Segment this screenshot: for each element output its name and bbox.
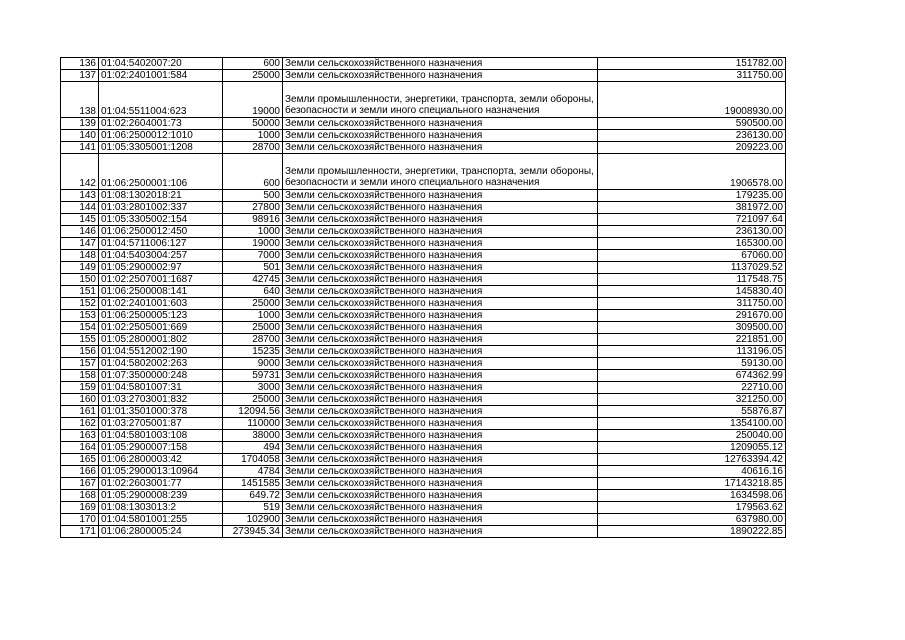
table-row [61,394,786,406]
land-category-cell: Земли сельскохозяйственного назначения [283,454,598,466]
area-cell: 38000 [223,430,283,442]
row-number-cell: 152 [61,298,99,310]
cadastral-value-cell: 117548.75 [598,274,786,286]
row-number-cell: 162 [61,418,99,430]
area-cell: 1000 [223,310,283,322]
area-cell: 1451585 [223,478,283,490]
area-cell: 98916 [223,214,283,226]
cadastral-number-cell: 01:04:5403004:257 [99,250,223,262]
cadastral-number-cell: 01:02:2401001:603 [99,298,223,310]
cadastral-value-cell: 179235.00 [598,190,786,202]
table-body [61,58,786,538]
land-category-cell: Земли сельскохозяйственного назначения [283,202,598,214]
land-category-cell: Земли сельскохозяйственного назначения [283,190,598,202]
land-category-cell: Земли сельскохозяйственного назначения [283,478,598,490]
area-cell: 501 [223,262,283,274]
land-category-cell: Земли сельскохозяйственного назначения [283,346,598,358]
cadastral-value-cell: 311750.00 [598,70,786,82]
cadastral-number-cell: 01:05:2900002:97 [99,262,223,274]
row-number-cell: 165 [61,454,99,466]
table-row [61,190,786,202]
cadastral-value-cell: 721097.64 [598,214,786,226]
cadastral-number-cell: 01:04:5801003:108 [99,430,223,442]
table-row [61,358,786,370]
land-category-cell: Земли сельскохозяйственного назначения [283,130,598,142]
row-number-cell: 138 [61,82,99,118]
cadastral-number-cell: 01:05:2800001:802 [99,334,223,346]
table-row [61,418,786,430]
row-number-cell: 164 [61,442,99,454]
land-category-cell: Земли сельскохозяйственного назначения [283,442,598,454]
table-row [61,322,786,334]
cadastral-value-cell: 1354100.00 [598,418,786,430]
area-cell: 494 [223,442,283,454]
cadastral-value-cell: 590500.00 [598,118,786,130]
cadastral-number-cell: 01:08:1303013:2 [99,502,223,514]
area-cell: 500 [223,190,283,202]
cadastral-number-cell: 01:04:5402007:20 [99,58,223,70]
row-number-cell: 163 [61,430,99,442]
area-cell: 12094.56 [223,406,283,418]
land-category-cell: Земли сельскохозяйственного назначения [283,298,598,310]
land-category-cell: Земли сельскохозяйственного назначения [283,226,598,238]
land-category-cell: Земли сельскохозяйственного назначения [283,394,598,406]
table-row [61,454,786,466]
area-cell: 27800 [223,202,283,214]
cadastral-value-cell: 179563.62 [598,502,786,514]
table-row [61,286,786,298]
cadastral-value-cell: 1634598.06 [598,490,786,502]
table-row [61,130,786,142]
row-number-cell: 136 [61,58,99,70]
cadastral-number-cell: 01:05:3305002:154 [99,214,223,226]
table-row [61,490,786,502]
cadastral-number-cell: 01:04:5711006:127 [99,238,223,250]
cadastral-number-cell: 01:06:2800005:24 [99,526,223,538]
cadastral-value-cell: 1209055.12 [598,442,786,454]
table-row [61,82,786,118]
area-cell: 1704058 [223,454,283,466]
land-category-cell: Земли сельскохозяйственного назначения [283,142,598,154]
table-row [61,298,786,310]
table-row [61,70,786,82]
land-plots-table [60,57,786,538]
table-row [61,250,786,262]
cadastral-number-cell: 01:03:2705001:87 [99,418,223,430]
area-cell: 59731 [223,370,283,382]
cadastral-number-cell: 01:06:2500005:123 [99,310,223,322]
land-category-cell: Земли сельскохозяйственного назначения [283,322,598,334]
cadastral-value-cell: 1906578.00 [598,154,786,190]
table-row [61,58,786,70]
row-number-cell: 169 [61,502,99,514]
table-row [61,502,786,514]
area-cell: 519 [223,502,283,514]
cadastral-value-cell: 55876.87 [598,406,786,418]
cadastral-value-cell: 17143218.85 [598,478,786,490]
cadastral-number-cell: 01:04:5801001:255 [99,514,223,526]
cadastral-number-cell: 01:06:2500012:450 [99,226,223,238]
area-cell: 25000 [223,70,283,82]
row-number-cell: 151 [61,286,99,298]
cadastral-number-cell: 01:05:2900007:158 [99,442,223,454]
cadastral-value-cell: 221851.00 [598,334,786,346]
area-cell: 15235 [223,346,283,358]
land-category-cell: Земли сельскохозяйственного назначения [283,334,598,346]
cadastral-number-cell: 01:06:2800003:42 [99,454,223,466]
row-number-cell: 141 [61,142,99,154]
row-number-cell: 149 [61,262,99,274]
table-row [61,478,786,490]
land-category-cell: Земли сельскохозяйственного назначения [283,490,598,502]
cadastral-number-cell: 01:02:2401001:584 [99,70,223,82]
cadastral-value-cell: 12763394.42 [598,454,786,466]
land-category-cell: Земли сельскохозяйственного назначения [283,382,598,394]
cadastral-value-cell: 145830.40 [598,286,786,298]
row-number-cell: 166 [61,466,99,478]
area-cell: 4784 [223,466,283,478]
row-number-cell: 158 [61,370,99,382]
area-cell: 102900 [223,514,283,526]
row-number-cell: 160 [61,394,99,406]
cadastral-number-cell: 01:02:2604001:73 [99,118,223,130]
cadastral-number-cell: 01:05:2900013:10964 [99,466,223,478]
table-row [61,202,786,214]
cadastral-number-cell: 01:02:2603001:77 [99,478,223,490]
land-category-cell: Земли сельскохозяйственного назначения [283,214,598,226]
table-row [61,442,786,454]
cadastral-number-cell: 01:04:5512002:190 [99,346,223,358]
cadastral-number-cell: 01:04:5511004:623 [99,82,223,118]
table-row [61,226,786,238]
land-category-cell: Земли сельскохозяйственного назначения [283,430,598,442]
area-cell: 19000 [223,238,283,250]
area-cell: 3000 [223,382,283,394]
cadastral-number-cell: 01:02:2505001:669 [99,322,223,334]
row-number-cell: 170 [61,514,99,526]
row-number-cell: 139 [61,118,99,130]
row-number-cell: 137 [61,70,99,82]
cadastral-number-cell: 01:06:2500012:1010 [99,130,223,142]
cadastral-value-cell: 674362.99 [598,370,786,382]
table-row [61,430,786,442]
land-category-cell: Земли сельскохозяйственного назначения [283,70,598,82]
area-cell: 19000 [223,82,283,118]
table-row [61,514,786,526]
area-cell: 1000 [223,226,283,238]
cadastral-value-cell: 250040.00 [598,430,786,442]
row-number-cell: 150 [61,274,99,286]
cadastral-value-cell: 113196.05 [598,346,786,358]
cadastral-number-cell: 01:03:2703001:832 [99,394,223,406]
row-number-cell: 144 [61,202,99,214]
cadastral-value-cell: 236130.00 [598,226,786,238]
land-category-cell: Земли сельскохозяйственного назначения [283,358,598,370]
cadastral-value-cell: 637980.00 [598,514,786,526]
row-number-cell: 154 [61,322,99,334]
area-cell: 640 [223,286,283,298]
area-cell: 9000 [223,358,283,370]
table-row [61,274,786,286]
cadastral-value-cell: 22710.00 [598,382,786,394]
land-category-cell: Земли сельскохозяйственного назначения [283,502,598,514]
row-number-cell: 171 [61,526,99,538]
cadastral-number-cell: 01:05:3305001:1208 [99,142,223,154]
area-cell: 28700 [223,142,283,154]
table-row [61,154,786,190]
table-row [61,526,786,538]
area-cell: 28700 [223,334,283,346]
table-row [61,334,786,346]
table-row [61,346,786,358]
table-row [61,214,786,226]
table-row [61,370,786,382]
cadastral-value-cell: 165300.00 [598,238,786,250]
land-category-cell: Земли промышленности, энергетики, транспорта, земли обороны, безопасности и земли иного специального назначения [283,154,598,190]
table-row [61,406,786,418]
cadastral-value-cell: 40616.16 [598,466,786,478]
table-row [61,466,786,478]
table-row [61,310,786,322]
area-cell: 25000 [223,394,283,406]
table-row [61,118,786,130]
land-category-cell: Земли сельскохозяйственного назначения [283,250,598,262]
cadastral-value-cell: 1137029.52 [598,262,786,274]
land-category-cell: Земли сельскохозяйственного назначения [283,58,598,70]
cadastral-value-cell: 236130.00 [598,130,786,142]
land-category-cell: Земли сельскохозяйственного назначения [283,274,598,286]
row-number-cell: 161 [61,406,99,418]
area-cell: 25000 [223,322,283,334]
area-cell: 600 [223,58,283,70]
cadastral-number-cell: 01:03:2801002:337 [99,202,223,214]
area-cell: 649.72 [223,490,283,502]
area-cell: 273945.34 [223,526,283,538]
area-cell: 7000 [223,250,283,262]
cadastral-value-cell: 59130.00 [598,358,786,370]
area-cell: 25000 [223,298,283,310]
table-row [61,262,786,274]
row-number-cell: 156 [61,346,99,358]
land-category-cell: Земли сельскохозяйственного назначения [283,370,598,382]
land-category-cell: Земли сельскохозяйственного назначения [283,418,598,430]
row-number-cell: 155 [61,334,99,346]
cadastral-number-cell: 01:06:2500001:106 [99,154,223,190]
cadastral-number-cell: 01:01:3501000:378 [99,406,223,418]
area-cell: 50000 [223,118,283,130]
area-cell: 42745 [223,274,283,286]
area-cell: 1000 [223,130,283,142]
cadastral-value-cell: 291670.00 [598,310,786,322]
land-category-cell: Земли сельскохозяйственного назначения [283,118,598,130]
row-number-cell: 157 [61,358,99,370]
land-category-cell: Земли промышленности, энергетики, транспорта, земли обороны, безопасности и земли иного специального назначения [283,82,598,118]
cadastral-number-cell: 01:04:5802002:263 [99,358,223,370]
cadastral-value-cell: 1890222.85 [598,526,786,538]
cadastral-number-cell: 01:04:5801007:31 [99,382,223,394]
cadastral-number-cell: 01:06:2500008:141 [99,286,223,298]
table-row [61,238,786,250]
row-number-cell: 148 [61,250,99,262]
row-number-cell: 168 [61,490,99,502]
land-category-cell: Земли сельскохозяйственного назначения [283,526,598,538]
area-cell: 600 [223,154,283,190]
row-number-cell: 145 [61,214,99,226]
cadastral-number-cell: 01:05:2900008:239 [99,490,223,502]
cadastral-value-cell: 381972.00 [598,202,786,214]
cadastral-value-cell: 209223.00 [598,142,786,154]
table-row [61,142,786,154]
cadastral-value-cell: 67060.00 [598,250,786,262]
cadastral-value-cell: 151782.00 [598,58,786,70]
cadastral-value-cell: 311750.00 [598,298,786,310]
cadastral-value-cell: 321250.00 [598,394,786,406]
land-category-cell: Земли сельскохозяйственного назначения [283,514,598,526]
cadastral-value-cell: 309500.00 [598,322,786,334]
land-category-cell: Земли сельскохозяйственного назначения [283,262,598,274]
cadastral-value-cell: 19008930.00 [598,82,786,118]
row-number-cell: 143 [61,190,99,202]
row-number-cell: 147 [61,238,99,250]
row-number-cell: 167 [61,478,99,490]
cadastral-number-cell: 01:08:1302018:21 [99,190,223,202]
row-number-cell: 140 [61,130,99,142]
area-cell: 110000 [223,418,283,430]
land-category-cell: Земли сельскохозяйственного назначения [283,286,598,298]
land-category-cell: Земли сельскохозяйственного назначения [283,406,598,418]
row-number-cell: 159 [61,382,99,394]
table-row [61,382,786,394]
row-number-cell: 153 [61,310,99,322]
cadastral-number-cell: 01:07:3500000:248 [99,370,223,382]
row-number-cell: 146 [61,226,99,238]
row-number-cell: 142 [61,154,99,190]
cadastral-number-cell: 01:02:2507001:1687 [99,274,223,286]
land-category-cell: Земли сельскохозяйственного назначения [283,466,598,478]
land-category-cell: Земли сельскохозяйственного назначения [283,310,598,322]
land-category-cell: Земли сельскохозяйственного назначения [283,238,598,250]
